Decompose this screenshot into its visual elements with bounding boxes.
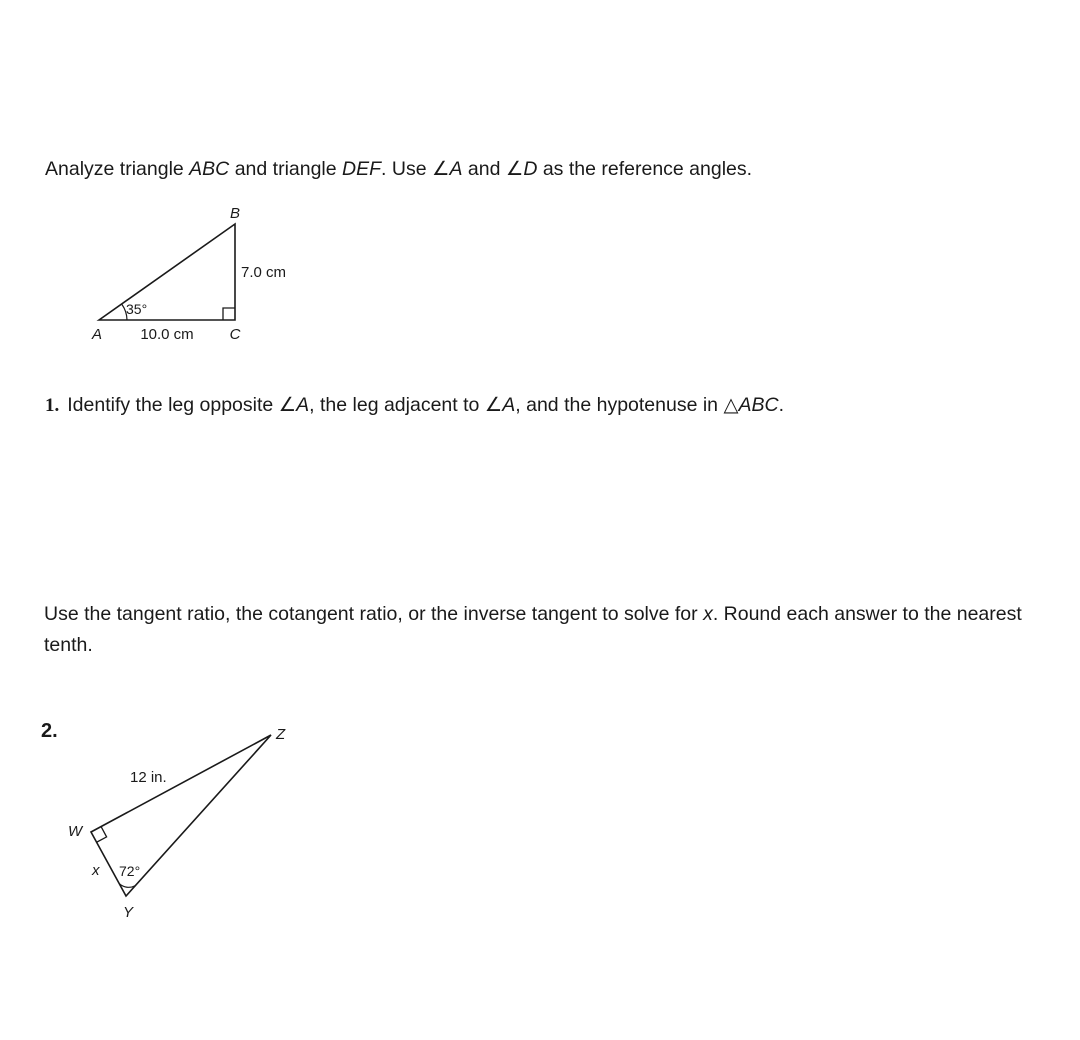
question-1-number: 1.	[45, 395, 60, 416]
vertex-b-label: B	[229, 205, 241, 222]
angle-symbol: ∠	[431, 158, 450, 180]
question-1-angle-a: A	[296, 394, 310, 416]
angle-symbol: ∠	[484, 394, 503, 416]
intro-triangle-def: DEF	[342, 158, 382, 180]
angle-y-label: 72°	[119, 863, 141, 879]
side-wz-label: 12 in.	[130, 769, 167, 786]
vertex-a-label: A	[91, 326, 103, 343]
triangle-symbol: △	[723, 394, 739, 416]
vertex-y-label: Y	[122, 904, 134, 921]
vertex-z-label: Z	[276, 726, 286, 743]
angle-symbol: ∠	[278, 394, 297, 416]
question-1-part-3: , and the hypotenuse in	[515, 394, 724, 416]
side-wy-label: x	[92, 862, 100, 879]
triangle-wyz-figure	[0, 0, 400, 960]
intro-angle-a: A	[449, 158, 463, 180]
instructions-part-1: Use the tangent ratio, the cotangent ratio, or the inverse tangent to solve for	[44, 603, 704, 625]
vertex-c-label: C	[229, 326, 241, 343]
intro-angle-d: D	[523, 158, 538, 180]
instructions-variable-x: x	[703, 603, 713, 625]
question-2-number: 2.	[41, 720, 58, 742]
question-1-angle-a-2: A	[502, 394, 516, 416]
question-1-part-1: Identify the leg opposite	[67, 394, 279, 416]
side-bc-label: 7.0 cm	[241, 264, 287, 281]
triangle-wyz-shape	[91, 735, 271, 896]
intro-part-3: . Use	[381, 158, 432, 180]
intro-part-4: and	[462, 158, 506, 180]
intro-part-1: Analyze triangle	[45, 158, 190, 180]
vertex-w-label: W	[68, 823, 83, 840]
question-1-triangle-abc: ABC	[738, 394, 779, 416]
question-1-part-2: , the leg adjacent to	[309, 394, 485, 416]
angle-symbol: ∠	[505, 158, 524, 180]
instructions-part-2: . Round each answer to the nearest tenth.	[44, 603, 1022, 656]
question-1-part-4: .	[778, 394, 784, 416]
side-ac-label: 10.0 cm	[140, 326, 194, 343]
intro-triangle-abc: ABC	[189, 158, 230, 180]
intro-part-2: and triangle	[229, 158, 343, 180]
angle-a-label: 35°	[126, 301, 148, 317]
intro-part-5: as the reference angles.	[537, 158, 753, 180]
